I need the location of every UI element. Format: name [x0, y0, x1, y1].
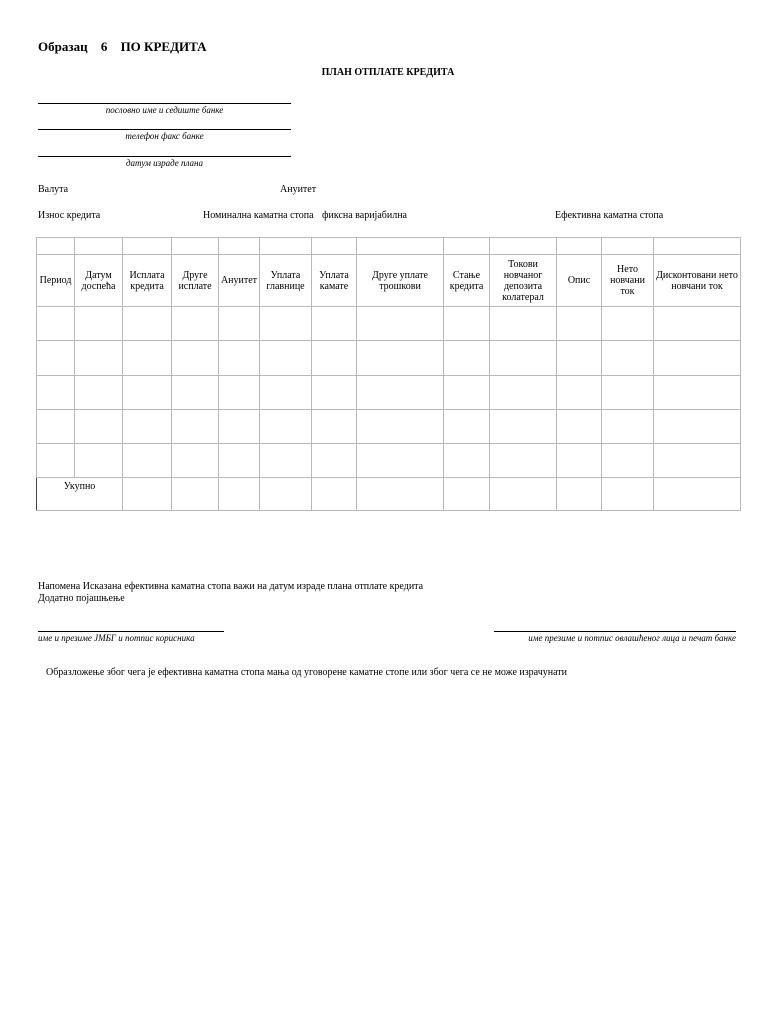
table-cell[interactable]: [75, 341, 123, 375]
loan-amount-label: Износ кредита: [38, 210, 101, 221]
table-cell[interactable]: [357, 409, 444, 443]
table-cell[interactable]: [557, 238, 602, 255]
form-number: 6: [100, 39, 108, 54]
column-header: Уплата главнице: [260, 255, 312, 307]
table-cell[interactable]: [260, 375, 312, 409]
currency-label: Валута: [38, 184, 69, 195]
table-cell[interactable]: [357, 375, 444, 409]
table-cell[interactable]: [654, 409, 741, 443]
column-header: Друге исплате: [172, 255, 219, 307]
table-cell[interactable]: [490, 375, 557, 409]
table-cell[interactable]: [312, 238, 357, 255]
table-cell[interactable]: [357, 238, 444, 255]
table-cell[interactable]: [490, 307, 557, 341]
column-header: Период: [37, 255, 75, 307]
column-header: Стање кредита: [444, 255, 490, 307]
form-label: Образац: [38, 39, 88, 54]
table-cell[interactable]: [219, 409, 260, 443]
table-total-row: [37, 477, 741, 510]
table-cell[interactable]: [219, 238, 260, 255]
table-cell[interactable]: [123, 409, 172, 443]
table-cell[interactable]: [602, 409, 654, 443]
total-cell[interactable]: [602, 477, 654, 510]
total-label: Укупно: [37, 477, 123, 510]
table-cell[interactable]: [312, 341, 357, 375]
table-cell[interactable]: [75, 409, 123, 443]
table-row: [37, 307, 741, 341]
table-cell[interactable]: [37, 307, 75, 341]
table-cell[interactable]: [219, 307, 260, 341]
nominal-rate-label: Номинална каматна стопа: [203, 210, 314, 221]
table-cell[interactable]: [557, 375, 602, 409]
column-header: Дисконтовани нето новчани ток: [654, 255, 741, 307]
table-cell[interactable]: [172, 375, 219, 409]
explanation-text: Образложење због чега је ефективна каматна стопа мања од уговорене каматне стопе или због чега се не може израчунати: [46, 667, 568, 678]
table-cell[interactable]: [490, 341, 557, 375]
table-cell[interactable]: [37, 443, 75, 477]
note-block: [38, 581, 423, 605]
repayment-plan-table: [36, 237, 741, 511]
table-cell[interactable]: [123, 443, 172, 477]
column-header: Ануитет: [219, 255, 260, 307]
table-cell[interactable]: [260, 409, 312, 443]
table-cell[interactable]: [654, 307, 741, 341]
column-header: Нето новчани ток: [602, 255, 654, 307]
table-cell[interactable]: [312, 375, 357, 409]
bank-signature-field[interactable]: име презиме и потпис овлашћеног лица и печат банке: [494, 631, 736, 643]
table-cell[interactable]: [557, 409, 602, 443]
effective-rate-label: Ефективна каматна стопа: [555, 210, 664, 221]
fixed-variable-label: фиксна варијабилна: [322, 210, 407, 221]
table-cell[interactable]: [37, 238, 75, 255]
table-cell[interactable]: [37, 409, 75, 443]
column-header: Друге уплате трошкови: [357, 255, 444, 307]
total-cell[interactable]: [172, 477, 219, 510]
bank-name-seat-field[interactable]: пословно име и седиште банке: [38, 103, 291, 115]
table-cell[interactable]: [602, 238, 654, 255]
table-cell[interactable]: [444, 341, 490, 375]
column-header: Датум доспећа: [75, 255, 123, 307]
table-cell[interactable]: [75, 307, 123, 341]
column-header: Исплата кредита: [123, 255, 172, 307]
table-cell[interactable]: [602, 341, 654, 375]
total-cell[interactable]: [654, 477, 741, 510]
plan-title: ПЛАН ОТПЛАТЕ КРЕДИТА: [321, 67, 455, 78]
table-cell[interactable]: [602, 443, 654, 477]
table-cell[interactable]: [219, 443, 260, 477]
total-cell[interactable]: [557, 477, 602, 510]
bank-phone-fax-field[interactable]: телефон факс банке: [38, 129, 291, 141]
table-row: [37, 443, 741, 477]
total-cell[interactable]: [357, 477, 444, 510]
table-cell[interactable]: [172, 307, 219, 341]
table-cell[interactable]: [444, 375, 490, 409]
column-header: Уплата камате: [312, 255, 357, 307]
table-cell[interactable]: [444, 307, 490, 341]
table-cell[interactable]: [312, 409, 357, 443]
column-header: Токови новчаног депозита колатерал: [490, 255, 557, 307]
table-cell[interactable]: [172, 341, 219, 375]
table-cell[interactable]: [654, 443, 741, 477]
table-cell[interactable]: [490, 238, 557, 255]
table-header-row: [37, 255, 741, 307]
table-cell[interactable]: [602, 375, 654, 409]
form-suffix: ПО КРЕДИТА: [120, 39, 207, 54]
table-cell[interactable]: [172, 238, 219, 255]
form-title: [38, 39, 207, 55]
table-cell[interactable]: [312, 443, 357, 477]
table-row: [37, 341, 741, 375]
table-cell[interactable]: [260, 443, 312, 477]
table-cell[interactable]: [219, 341, 260, 375]
table-cell[interactable]: [490, 409, 557, 443]
table-cell[interactable]: [444, 238, 490, 255]
table-cell[interactable]: [654, 341, 741, 375]
total-cell[interactable]: [312, 477, 357, 510]
table-cell[interactable]: [37, 375, 75, 409]
annuity-label: Ануитет: [280, 184, 317, 195]
table-cell[interactable]: [654, 375, 741, 409]
table-cell[interactable]: [123, 238, 172, 255]
column-header: Опис: [557, 255, 602, 307]
table-cell[interactable]: [37, 341, 75, 375]
table-cell[interactable]: [260, 307, 312, 341]
table-cell[interactable]: [357, 341, 444, 375]
table-cell[interactable]: [123, 341, 172, 375]
table-cell[interactable]: [490, 443, 557, 477]
table-row: [37, 375, 741, 409]
table-cell[interactable]: [75, 443, 123, 477]
table-cell[interactable]: [444, 443, 490, 477]
table-cell[interactable]: [123, 375, 172, 409]
table-cell[interactable]: [172, 409, 219, 443]
plan-date-field[interactable]: датум израде плана: [38, 156, 291, 168]
table-cell[interactable]: [357, 443, 444, 477]
note-text: Напомена Исказана ефективна каматна стопа важи на датум израде плана отплате кредита: [38, 581, 424, 592]
table-cell[interactable]: [123, 307, 172, 341]
table-cell[interactable]: [75, 238, 123, 255]
table-cell[interactable]: [75, 375, 123, 409]
table-cell[interactable]: [602, 307, 654, 341]
table-cell[interactable]: [654, 238, 741, 255]
table-cell[interactable]: [260, 238, 312, 255]
table-cell[interactable]: [260, 341, 312, 375]
table-top-row: [37, 238, 741, 255]
total-cell[interactable]: [444, 477, 490, 510]
total-cell[interactable]: [123, 477, 172, 510]
total-cell[interactable]: [260, 477, 312, 510]
table-row: [37, 409, 741, 443]
table-cell[interactable]: [219, 375, 260, 409]
table-cell[interactable]: [557, 341, 602, 375]
table-cell[interactable]: [444, 409, 490, 443]
total-cell[interactable]: [490, 477, 557, 510]
user-signature-field[interactable]: име и презиме ЈМБГ и потпис корисника: [38, 631, 224, 643]
additional-explanation: Додатно појашњење: [38, 593, 125, 604]
table-cell[interactable]: [172, 443, 219, 477]
total-cell[interactable]: [219, 477, 260, 510]
table-cell[interactable]: [312, 307, 357, 341]
table-cell[interactable]: [557, 443, 602, 477]
table-cell[interactable]: [357, 307, 444, 341]
table-cell[interactable]: [557, 307, 602, 341]
